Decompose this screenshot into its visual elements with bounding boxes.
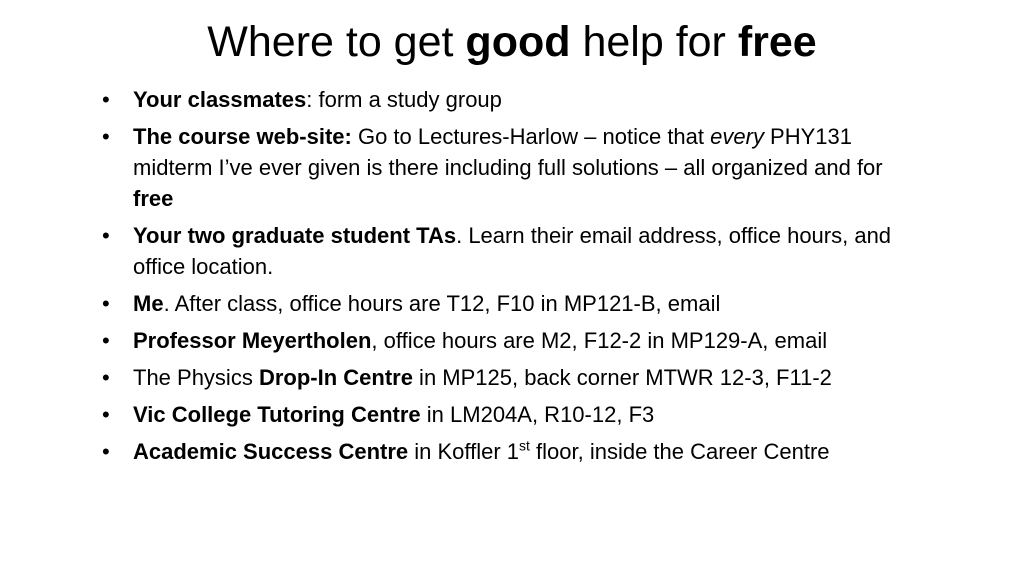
bullet-text: . After class, office hours are T12, F10 in MP121-B, email — [163, 291, 721, 316]
bullet-course-website — [102, 121, 922, 214]
bullet-bold: The course web-site: — [133, 124, 352, 149]
bullet-dot: • — [102, 291, 110, 316]
title-emphasis-free: free — [737, 18, 817, 66]
bullet-classmates — [102, 84, 922, 115]
slide-title — [0, 14, 1024, 70]
bullet-bold: Your two graduate student TAs — [133, 223, 457, 248]
bullet-dot: • — [102, 87, 110, 112]
bullet-professor — [102, 325, 922, 356]
bullet-superscript: st — [519, 437, 530, 454]
bullet-text: , office hours are M2, F12-2 in MP129-A, email — [371, 328, 828, 353]
bullet-list — [102, 84, 922, 473]
bullet-bold: Academic Success Centre — [133, 439, 409, 464]
bullet-dot: • — [102, 402, 110, 427]
bullet-dot: • — [102, 124, 110, 149]
bullet-tas — [102, 220, 922, 282]
bullet-text: in MP125, back corner MTWR 12-3, F11-2 — [412, 365, 832, 390]
bullet-academic-success — [102, 436, 922, 467]
bullet-dot: • — [102, 365, 110, 390]
title-text-2: help for — [570, 18, 738, 66]
bullet-italic: every — [710, 124, 764, 149]
bullet-dot: • — [102, 439, 110, 464]
bullet-bold: Vic College Tutoring Centre — [133, 402, 421, 427]
bullet-bold: Drop-In Centre — [258, 365, 413, 390]
bullet-me — [102, 288, 922, 319]
bullet-text: The Physics — [133, 365, 259, 390]
bullet-text: floor, inside the Career Centre — [529, 439, 830, 464]
bullet-dot: • — [102, 328, 110, 353]
title-text-1: Where to get — [207, 18, 466, 66]
bullet-drop-in-centre — [102, 362, 922, 393]
bullet-bold: Me — [133, 291, 164, 316]
bullet-bold: free — [133, 186, 174, 211]
title-emphasis-good: good — [465, 18, 571, 66]
bullet-dot: • — [102, 223, 110, 248]
bullet-vic-college — [102, 399, 922, 430]
bullet-text: PHY131 midterm I’ve ever given is there including full solutions – all organized and for — [133, 124, 883, 180]
bullet-bold: Your classmates — [133, 87, 307, 112]
bullet-text: Go to Lectures-Harlow – notice that — [351, 124, 711, 149]
bullet-text: in LM204A, R10-12, F3 — [420, 402, 655, 427]
bullet-text: . Learn their email address, office hours, and office location. — [133, 223, 892, 279]
bullet-text: : form a study group — [306, 87, 502, 112]
bullet-bold: Professor Meyertholen — [133, 328, 372, 353]
bullet-text: in Koffler 1 — [408, 439, 520, 464]
